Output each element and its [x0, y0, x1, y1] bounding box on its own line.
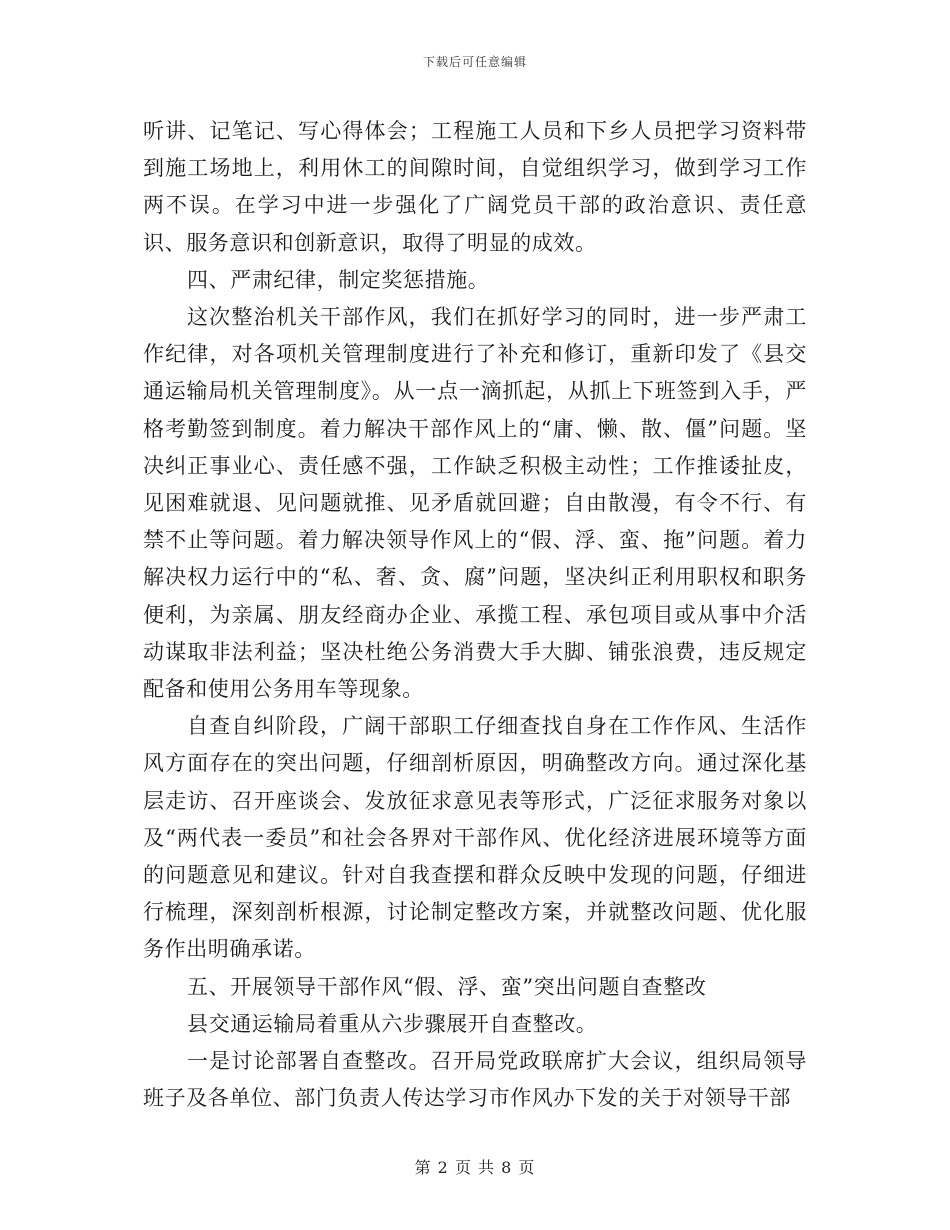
- page-number: 第 2 页 共 8 页: [414, 1158, 536, 1177]
- paragraph-1: 听讲、记笔记、写心得体会；工程施工人员和下乡人员把学习资料带到施工场地上，利用休工的间隙时间，自觉组织学习，做到学习工作两不误。在学习中进一步强化了广阔党员干部的政治意识、责任意识、服务意识和创新意识，取得了明显的成效。: [143, 119, 807, 255]
- paragraph-4: 县交通运输局着重从六步骤展开自查整改。: [187, 1011, 598, 1036]
- paragraph-2: 这次整治机关干部作风，我们在抓好学习的同时，进一步严肃工作纪律，对各项机关管理制度进行了补充和修订，重新印发了《县交通运输局机关管理制度》。从一点一滴抓起，从抓上下班签到入手，严格考勤签到制度。着力解决干部作风上的“庸、懒、散、僵”问题。坚决纠正事业心、责任感不强，工作缺乏积极主动性；工作推诿扯皮，见困难就退、见问题就推、见矛盾就回避；自由散漫，有令不行、有禁不止等问题。着力解决领导作风上的“假、浮、蛮、拖”问题。着力解决权力运行中的“私、奢、贪、腐”问题，坚决纠正利用职权和职务便利，为亲属、朋友经商办企业、承揽工程、承包项目或从事中介活动谋取非法利益；坚决杜绝公务消费大手大脚、铺张浪费，违反规定配备和使用公务用车等现象。: [143, 305, 807, 702]
- body-text: [143, 113, 807, 1117]
- section-heading-4: 四、严肃纪律，制定奖惩措施。: [187, 267, 490, 292]
- page-header: 下载后可任意编辑: [422, 55, 527, 69]
- paragraph-5: 一是讨论部署自查整改。召开局党政联席扩大会议，组织局领导班子及各单位、部门负责人传达学习市作风办下发的关于对领导干部: [143, 1049, 807, 1111]
- paragraph-3: 自查自纠阶段，广阔干部职工仔细查找自身在工作作风、生活作风方面存在的突出问题，仔细剖析原因，明确整改方向。通过深化基层走访、召开座谈会、发放征求意见表等形式，广泛征求服务对象以及“两代表一委员”和社会各界对干部作风、优化经济进展环境等方面的问题意见和建议。针对自我查摆和群众反映中发现的问题，仔细进行梳理，深刻剖析根源，讨论制定整改方案，并就整改问题、优化服务作出明确承诺。: [143, 714, 807, 962]
- section-heading-5: 五、开展领导干部作风“假、浮、蛮”突出问题自查整改: [187, 974, 707, 999]
